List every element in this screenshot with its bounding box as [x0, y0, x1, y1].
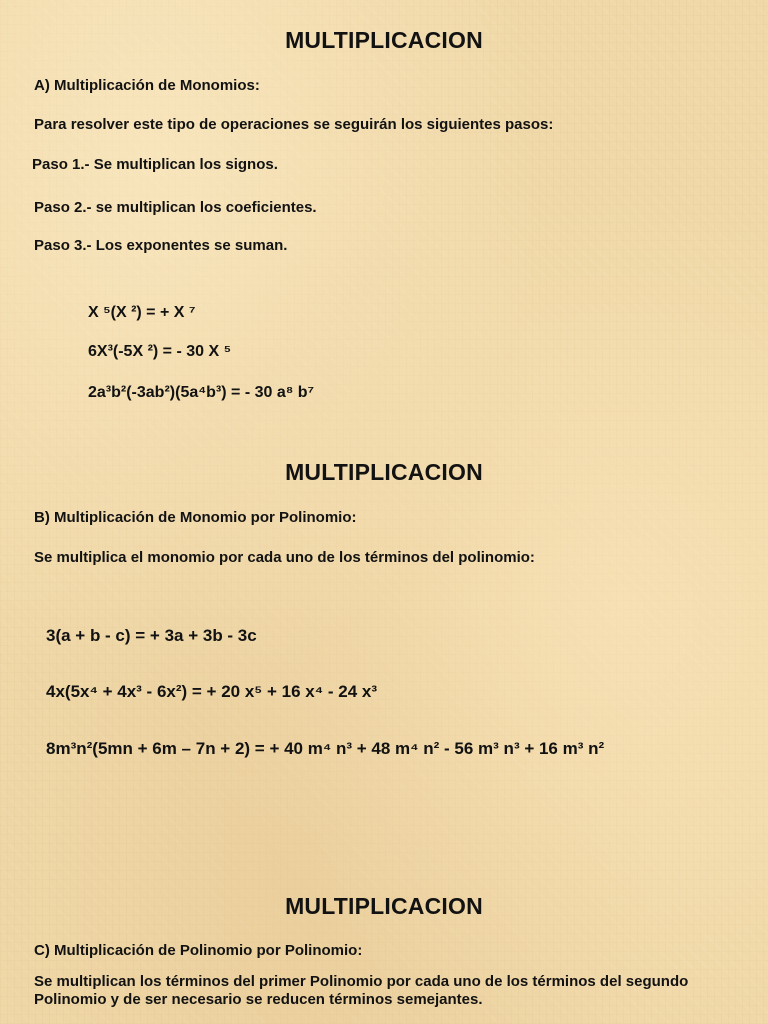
polynomial-example-2: 4x(5x⁴ + 4x³ - 6x²) = + 20 x⁵ + 16 x⁴ - 24 x³ — [46, 682, 377, 701]
monomial-example-1: X ⁵(X ²) = + X ⁷ — [88, 304, 196, 321]
step-2: Paso 2.- se multiplican los coeficientes. — [34, 199, 317, 216]
polynomial-example-3: 8m³n²(5mn + 6m – 7n + 2) = + 40 m⁴ n³ + 48 m⁴ n² - 56 m³ n³ + 16 m³ n² — [46, 739, 605, 758]
section-a-title: MULTIPLICACION — [285, 27, 483, 53]
section-a-subtitle: A) Multiplicación de Monomios: — [34, 77, 260, 94]
monomial-example-3: 2a³b²(-3ab²)(5a⁴b³) = - 30 a⁸ b⁷ — [88, 384, 315, 401]
section-a-intro: Para resolver este tipo de operaciones se seguirán los siguientes pasos: — [34, 116, 554, 133]
section-c-title: MULTIPLICACION — [285, 893, 483, 919]
section-c-subtitle: C) Multiplicación de Polinomio por Polinomio: — [34, 942, 363, 959]
polynomial-example-1: 3(a + b - c) = + 3a + 3b - 3c — [46, 626, 257, 645]
section-b-title: MULTIPLICACION — [285, 459, 483, 485]
step-1: Paso 1.- Se multiplican los signos. — [32, 156, 278, 173]
monomial-example-2: 6X³(-5X ²) = - 30 X ⁵ — [88, 343, 232, 360]
section-c-intro: Se multiplican los términos del primer Polinomio por cada uno de los términos del segundo Polinomio y de ser necesario se reducen términos semejantes. — [34, 973, 689, 1008]
section-b-subtitle: B) Multiplicación de Monomio por Polinomio: — [34, 509, 357, 526]
section-b-intro: Se multiplica el monomio por cada uno de los términos del polinomio: — [34, 549, 535, 566]
step-3: Paso 3.- Los exponentes se suman. — [34, 237, 288, 254]
